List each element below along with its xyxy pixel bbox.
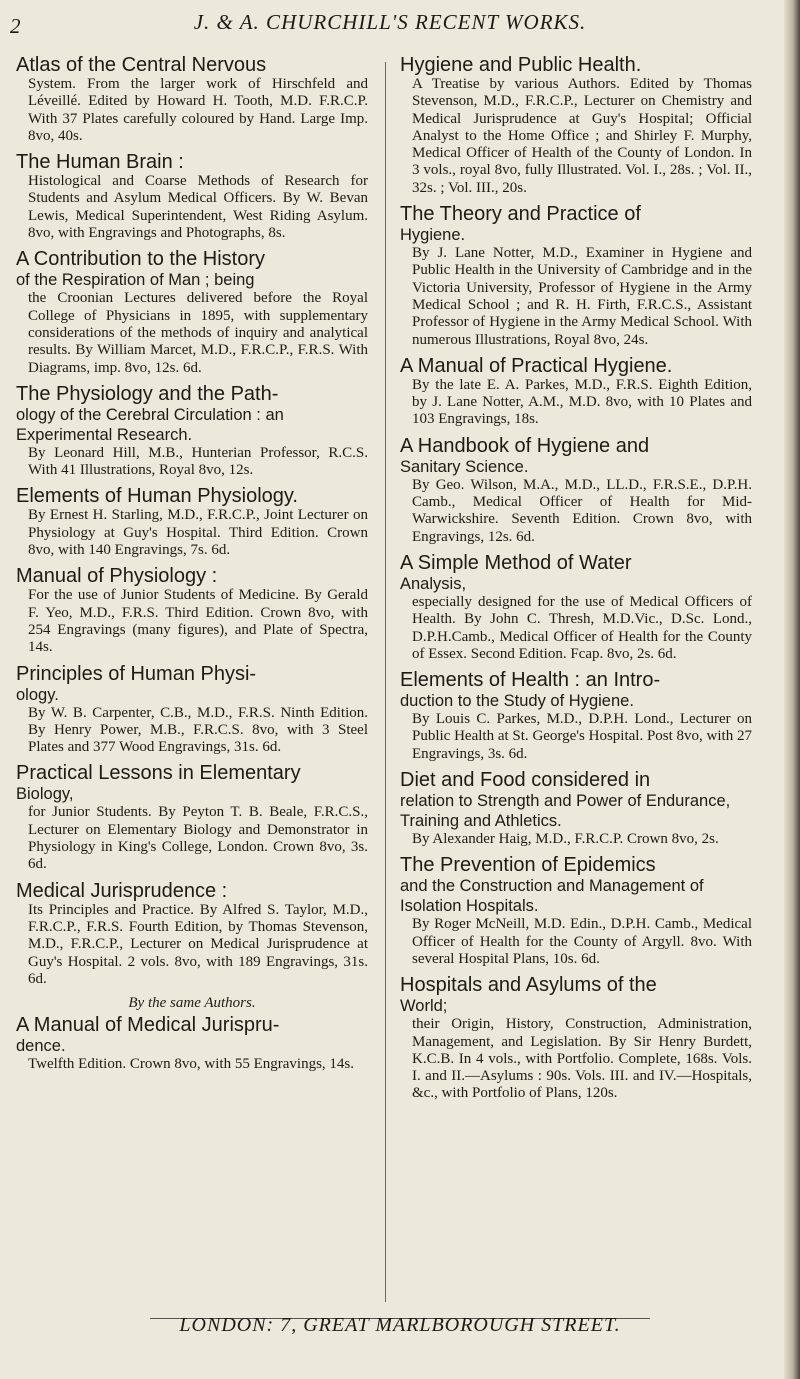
entry-subtitle: Biology, xyxy=(16,785,74,804)
catalog-entry xyxy=(16,762,368,873)
column-divider xyxy=(385,62,386,1302)
catalog-entry xyxy=(16,880,368,988)
entry-title: Medical Jurisprudence : xyxy=(16,879,228,902)
catalog-entry xyxy=(400,974,752,1102)
entry-body: By J. Lane Notter, M.D., Examiner in Hygiene and Public Health in the University of Cambridge and in the Victoria University, Professor of Hygiene in the Army Medical School ; and R. H. Firth, F.R.C.S., Assistant Professor of Hygiene in the Army Medical School. With numerous Illustrations, Royal 8vo, 24s. xyxy=(412,245,752,348)
entry-subtitle: World; xyxy=(400,997,448,1016)
entry-title: A Handbook of Hygiene and xyxy=(400,434,650,457)
catalog-entry xyxy=(400,854,752,968)
catalog-entry xyxy=(400,769,752,848)
catalog-entry xyxy=(400,54,752,197)
entry-title: Practical Lessons in Elementary xyxy=(16,762,301,785)
entry-body: By Geo. Wilson, M.A., M.D., LL.D., F.R.S.E., D.P.H. Camb., Medical Officer of Health for Mid-Warwickshire. Seventh Edition. Crown 8vo, with Engravings, 12s. 6d. xyxy=(412,476,752,545)
entry-body: A Treatise by various Authors. Edited by Thomas Stevenson, M.D., F.R.C.P., Lecturer on Chemistry and Medical Jurisprudence at Guy's Hospital; Official Analyst to the Home Office ; and Shirley F. Murphy, Medical Officer of Health of the County of London. In 3 vols., royal 8vo, fully Illustrated. Vol. I., 28s. ; Vol. II., 32s. ; Vol. III., 20s. xyxy=(412,76,752,196)
catalog-entry xyxy=(400,355,752,429)
entry-subtitle: Hygiene. xyxy=(400,226,466,245)
entry-body: By Roger McNeill, M.D. Edin., D.P.H. Camb., Medical Officer of Health for the County of Argyll. 8vo. With several Hospital Plans, 10s. 6d. xyxy=(412,916,752,967)
entry-title: Elements of Human Physiology. xyxy=(16,485,298,508)
entry-subtitle: relation to Strength and Power of Endurance, Training and Athletics. xyxy=(400,792,731,831)
entry-subtitle: Analysis, xyxy=(400,574,467,593)
entry-body: By the late E. A. Parkes, M.D., F.R.S. Eighth Edition, by J. Lane Notter, A.M., M.D. 8vo, with 10 Plates and 103 Engravings, 18s. xyxy=(412,376,752,428)
left-column xyxy=(16,54,368,1309)
page-edge-shadow xyxy=(784,0,800,1379)
catalog-entry xyxy=(400,552,752,663)
catalog-entry xyxy=(16,565,368,656)
catalog-entry xyxy=(16,248,368,376)
entry-body: their Origin, History, Construction, Administration, Management, and Legislation. By Sir Henry Burdett, K.C.B. In 4 vols., with Portfolio. Complete, 168s. Vols. I. and II.—Asylums : 90s. Vols. III. and IV.—Hospitals, &c., with Portfolio of Plans, 120s. xyxy=(412,1016,752,1102)
entry-body: Its Principles and Practice. By Alfred S. Taylor, M.D., F.R.C.P., F.R.S. Fourth Edition, by Thomas Stevenson, M.D., F.R.C.P., Lecturer on Medical Jurisprudence at Guy's Hospital. 2 vols. 8vo, with 189 Engravings, 31s. 6d. xyxy=(28,901,368,987)
entry-title: A Manual of Practical Hygiene. xyxy=(400,354,673,377)
entry-title: Atlas of the Central Nervous xyxy=(16,54,267,76)
entry-title: Elements of Health : an Intro- xyxy=(400,669,661,692)
entry-title: Manual of Physiology : xyxy=(16,565,218,588)
entry-title: The Prevention of Epidemics xyxy=(400,854,656,877)
publisher-address: LONDON: 7, GREAT MARLBOROUGH STREET. xyxy=(179,1314,621,1336)
catalog-entry xyxy=(400,203,752,349)
entry-title: A Manual of Medical Jurispru- xyxy=(16,1014,280,1037)
catalog-entry xyxy=(16,1014,368,1073)
entry-body: By Louis C. Parkes, M.D., D.P.H. Lond., Lecturer on Public Health at St. George's Hospital. Post 8vo, with 27 Engravings, 3s. 6d. xyxy=(412,711,752,762)
catalog-entry xyxy=(16,485,368,559)
entry-title: Principles of Human Physi- xyxy=(16,662,257,685)
entry-body: the Croonian Lectures delivered before the Royal College of Physicians in 1895, with supplementary considerations of the methods of inquiry and analytical results. By William Marcet, M.D., F.R.C.P., F.R.S. With Diagrams, imp. 8vo, 12s. 6d. xyxy=(28,290,368,376)
entry-body: By W. B. Carpenter, C.B., M.D., F.R.S. Ninth Edition. By Henry Power, M.B., F.R.C.S. 8vo, with 3 Steel Plates and 377 Wood Engravings, 31s. 6d. xyxy=(28,704,368,756)
entry-title: Hospitals and Asylums of the xyxy=(400,974,657,997)
entry-title: A Simple Method of Water xyxy=(400,551,632,574)
entry-subtitle: ology. xyxy=(16,685,59,704)
page-header xyxy=(0,10,790,44)
catalog-entry xyxy=(400,669,752,763)
entry-subtitle: and the Construction and Management of Isolation Hospitals. xyxy=(400,877,704,916)
entry-body: for Junior Students. By Peyton T. B. Beale, F.R.C.S., Lecturer on Elementary Biology and Demonstrator in Physiology in King's College, London. Crown 8vo, 3s. 6d. xyxy=(28,804,368,873)
same-authors-note: By the same Authors. xyxy=(128,995,256,1012)
entry-body: By Alexander Haig, M.D., F.R.C.P. Crown 8vo, 2s. xyxy=(412,831,719,848)
entry-body: System. From the larger work of Hirschfeld and Léveillé. Edited by Howard H. Tooth, M.D. F.R.C.P. With 37 Plates carefully coloured by Hand. Large Imp. 8vo, 40s. xyxy=(28,76,368,144)
catalog-entry xyxy=(400,435,752,546)
entry-title: The Physiology and the Path- xyxy=(16,382,279,405)
running-title: J. & A. CHURCHILL'S RECENT WORKS. xyxy=(193,10,587,34)
entry-body: By Leonard Hill, M.B., Hunterian Professor, R.C.S. With 41 Illustrations, Royal 8vo, 12s. xyxy=(28,444,368,479)
entry-body: For the use of Junior Students of Medicine. By Gerald F. Yeo, M.D., F.R.S. Third Edition. Crown 8vo, with 254 Engravings (many figures), and Plate of Spectra, 14s. xyxy=(28,587,368,656)
catalog-entry xyxy=(16,383,368,480)
entry-subtitle: Sanitary Science. xyxy=(400,457,529,476)
entry-body: especially designed for the use of Medical Officers of Health. By John C. Thresh, M.D.Vic., D.Sc. Lond., D.P.H.Camb., Medical Officer of Health for the County of Essex. Second Edition. Fcap. 8vo, 2s. 6d. xyxy=(412,593,752,662)
page-number: 2 xyxy=(10,14,21,38)
entry-subtitle: dence. xyxy=(16,1037,66,1056)
entry-title: Hygiene and Public Health. xyxy=(400,54,642,76)
catalog-entry xyxy=(16,151,368,242)
entry-subtitle: ology of the Cerebral Circulation : an Experimental Research. xyxy=(16,405,284,444)
entry-title: The Theory and Practice of xyxy=(400,203,641,226)
entry-title: Diet and Food considered in xyxy=(400,769,651,792)
entry-body: By Ernest H. Starling, M.D., F.R.C.P., Joint Lecturer on Physiology at Guy's Hospital. Third Edition. Crown 8vo, with 140 Engravings, 7s. 6d. xyxy=(28,507,368,559)
right-column xyxy=(400,54,752,1309)
entry-subtitle: duction to the Study of Hygiene. xyxy=(400,692,634,711)
catalog-entry xyxy=(16,54,368,145)
entry-body: Histological and Coarse Methods of Research for Students and Asylum Medical Officers. By W. Bevan Lewis, Medical Superintendent, West Riding Asylum. 8vo, with Engravings and Photographs, 8s. xyxy=(28,173,368,242)
entry-title: The Human Brain : xyxy=(16,151,184,174)
catalog-entry xyxy=(16,663,368,757)
entry-subtitle: of the Respiration of Man ; being xyxy=(16,271,255,290)
entry-title: A Contribution to the History xyxy=(16,248,266,271)
entry-body: Twelfth Edition. Crown 8vo, with 55 Engravings, 14s. xyxy=(28,1056,355,1073)
page-footer xyxy=(0,1314,790,1340)
